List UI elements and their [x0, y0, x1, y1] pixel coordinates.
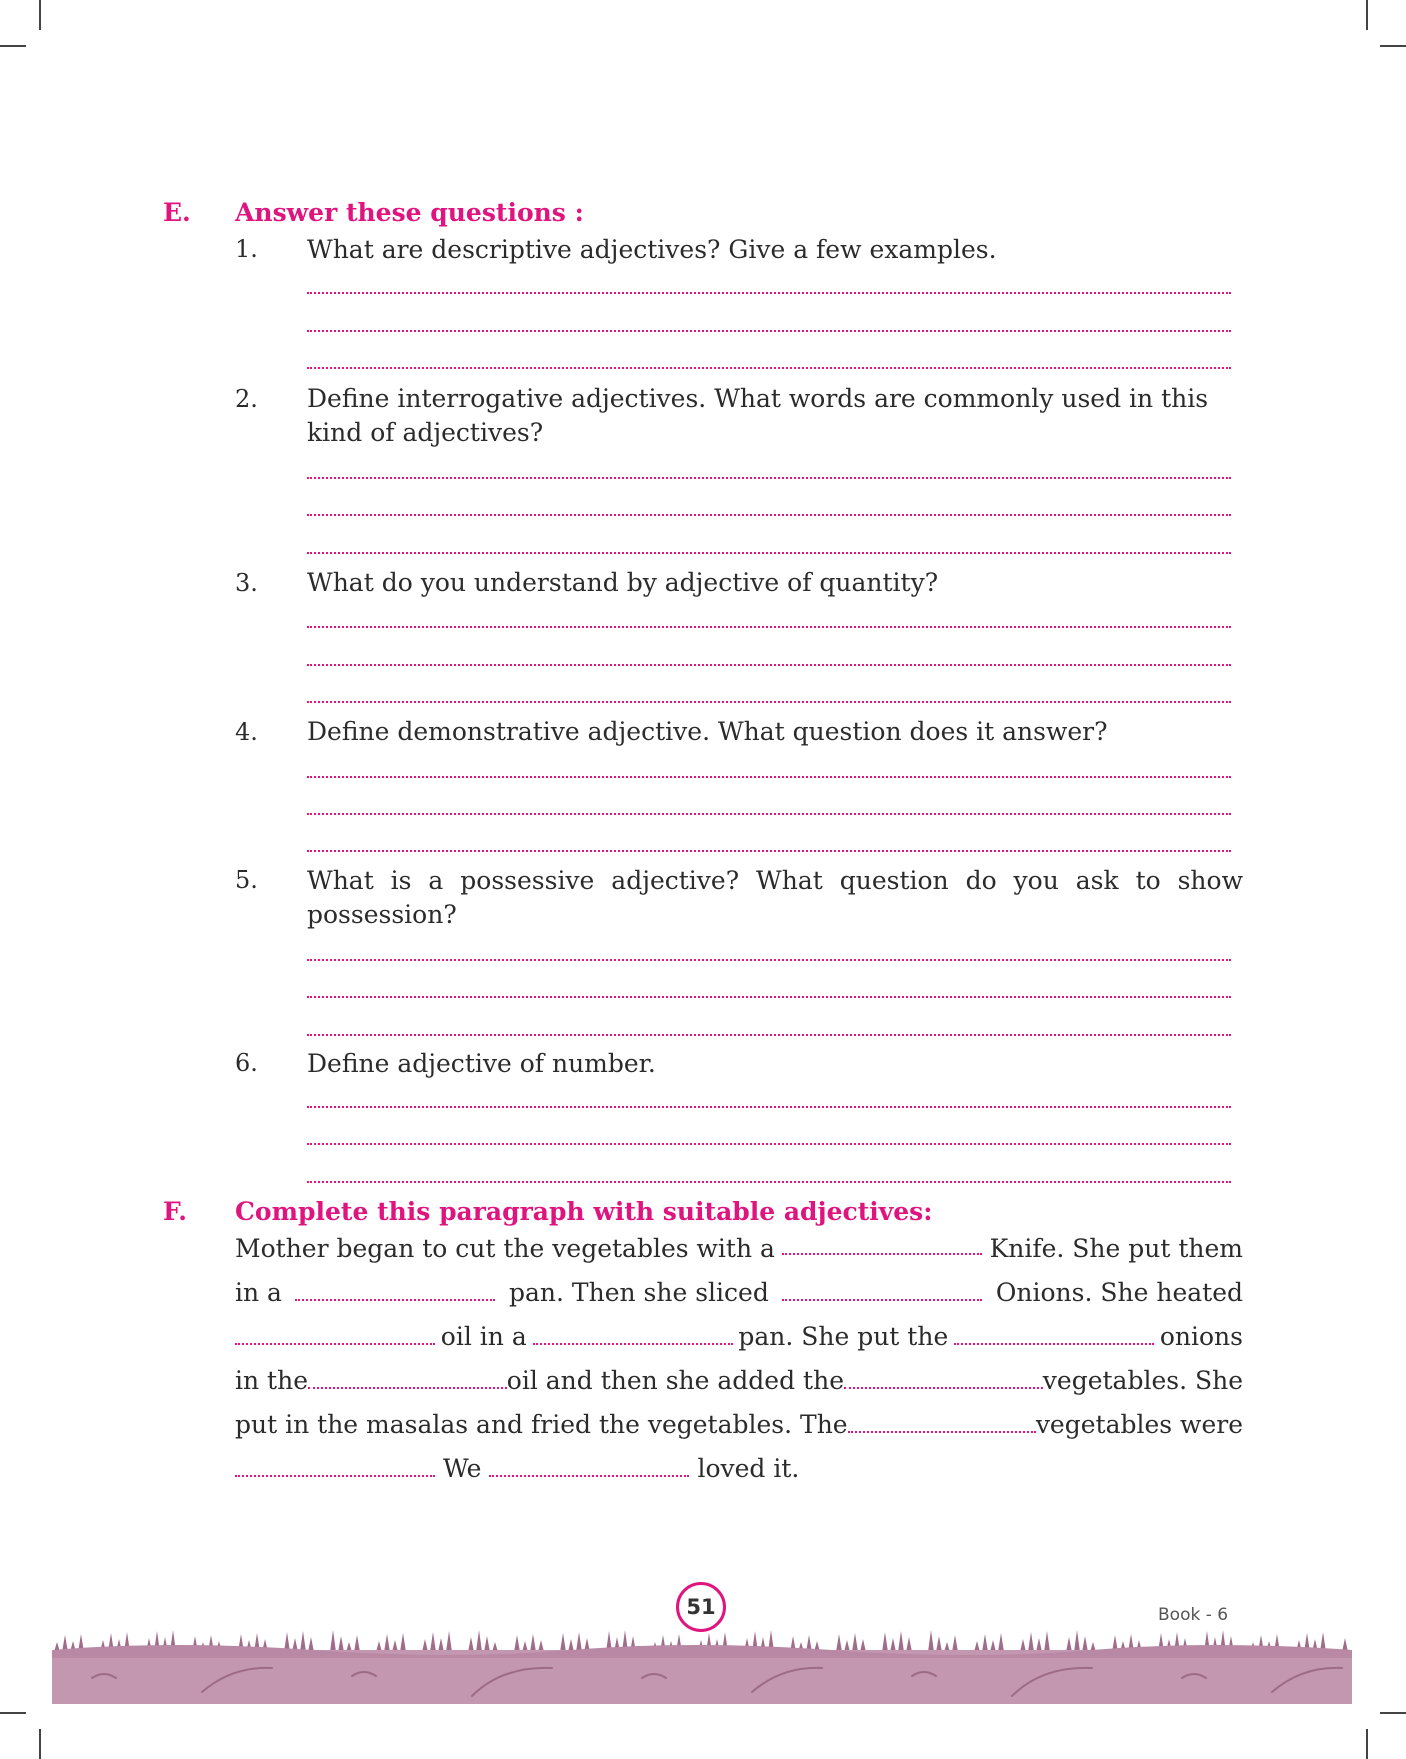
tree-silhouette [952, 1635, 958, 1652]
tree-silhouette [1044, 1631, 1050, 1652]
answer-line[interactable] [307, 850, 1231, 852]
answer-line[interactable] [307, 776, 1231, 778]
tree-silhouette [1036, 1638, 1042, 1652]
blank[interactable] [954, 1343, 1154, 1345]
tree-silhouette [998, 1633, 1004, 1652]
blank[interactable] [235, 1343, 435, 1345]
tree-silhouette [384, 1634, 390, 1652]
tree-silhouette [354, 1635, 360, 1652]
tree-silhouette [1066, 1637, 1072, 1652]
section-f-letter: F. [163, 1197, 187, 1226]
question-1-number: 1. [235, 235, 258, 263]
tree-silhouette [882, 1632, 888, 1652]
paragraph-line [235, 1359, 1243, 1403]
paragraph-text: oil and then she added the [506, 1366, 844, 1395]
question-5-text: What is a possessive adjective? What question do you ask to show possession? [307, 866, 1243, 929]
paragraph-line [235, 1403, 1243, 1447]
tree-silhouette [1074, 1630, 1080, 1652]
blank[interactable] [844, 1387, 1043, 1389]
tree-silhouette [890, 1638, 896, 1652]
answer-line[interactable] [307, 477, 1231, 479]
answer-line[interactable] [307, 1181, 1231, 1183]
tree-silhouette [898, 1631, 904, 1652]
answer-line[interactable] [307, 626, 1231, 628]
paragraph-line [235, 1315, 1243, 1359]
paragraph-text: loved it. [697, 1454, 800, 1483]
question-6-text: Define adjective of number. [307, 1049, 656, 1078]
tree-silhouette [928, 1630, 934, 1652]
tree-silhouette [308, 1637, 314, 1652]
blank[interactable] [848, 1431, 1036, 1433]
section-e-letter: E. [163, 198, 191, 227]
answer-line[interactable] [307, 701, 1231, 703]
paragraph-text: We [443, 1454, 482, 1483]
answer-line[interactable] [307, 996, 1231, 998]
answer-line[interactable] [307, 1034, 1231, 1036]
tree-silhouette [514, 1635, 520, 1652]
tree-silhouette [438, 1638, 444, 1652]
paragraph-text: pan. Then she sliced [509, 1278, 769, 1307]
tree-silhouette [982, 1634, 988, 1652]
book-label: Book - 6 [1158, 1605, 1229, 1625]
answer-line[interactable] [307, 664, 1231, 666]
tree-silhouette [300, 1631, 306, 1652]
question-1-text: What are descriptive adjectives? Give a few examples. [307, 235, 997, 264]
tree-silhouette [936, 1636, 942, 1652]
tree-silhouette [446, 1631, 452, 1652]
paragraph-text: Onions. She heated [995, 1278, 1243, 1307]
tree-silhouette [576, 1632, 582, 1652]
paragraph-text: put in the masalas and fried the vegetables. The [235, 1410, 848, 1439]
blank[interactable] [489, 1475, 689, 1477]
answer-line[interactable] [307, 959, 1231, 961]
question-5-number: 5. [235, 866, 258, 894]
paragraph-text: Knife. She put them [989, 1234, 1243, 1263]
answer-line[interactable] [307, 367, 1231, 369]
question-3-text: What do you understand by adjective of quantity? [307, 568, 939, 597]
answer-line[interactable] [307, 552, 1231, 554]
paragraph-text: in a [235, 1278, 282, 1307]
tree-silhouette [430, 1632, 436, 1652]
question-4-text: Define demonstrative adjective. What question does it answer? [307, 717, 1108, 746]
tree-silhouette [338, 1636, 344, 1652]
question-2-text: Define interrogative adjectives. What words are commonly used in this kind of adjectives? [307, 384, 1209, 447]
page-number-badge: 51 [676, 1582, 726, 1632]
answer-line[interactable] [307, 292, 1231, 294]
answer-line[interactable] [307, 1143, 1231, 1145]
blank[interactable] [235, 1475, 435, 1477]
paragraph-text: in the [235, 1366, 308, 1395]
tree-silhouette [530, 1634, 536, 1652]
tree-silhouette [400, 1633, 406, 1652]
paragraph-text: Mother began to cut the vegetables with a [235, 1234, 775, 1263]
paragraph-text: oil in a [440, 1322, 527, 1351]
question-4-number: 4. [235, 718, 258, 746]
blank[interactable] [782, 1299, 982, 1301]
paragraph-text: vegetables were [1035, 1410, 1243, 1439]
blank[interactable] [308, 1387, 507, 1389]
crop-mark [1380, 45, 1406, 47]
tree-silhouette [560, 1633, 566, 1652]
crop-mark [0, 1712, 26, 1714]
answer-line[interactable] [307, 330, 1231, 332]
answer-line[interactable] [307, 813, 1231, 815]
blank[interactable] [295, 1299, 495, 1301]
question-3-number: 3. [235, 569, 258, 597]
crop-mark [1380, 1712, 1406, 1714]
tree-silhouette [906, 1637, 912, 1652]
blank[interactable] [782, 1253, 982, 1255]
answer-line[interactable] [307, 514, 1231, 516]
tree-silhouette [468, 1637, 474, 1652]
crop-mark [1366, 1729, 1368, 1759]
tree-silhouette [1082, 1636, 1088, 1652]
crop-mark [0, 45, 26, 47]
fill-in-paragraph [235, 1227, 1243, 1491]
answer-line[interactable] [307, 1106, 1231, 1108]
paragraph-line [235, 1447, 1243, 1491]
question-2-number: 2. [235, 385, 258, 413]
paragraph-text: vegetables. She [1042, 1366, 1243, 1395]
paragraph-line [235, 1227, 1243, 1271]
tree-silhouette [836, 1634, 842, 1652]
tree-silhouette [852, 1633, 858, 1652]
paragraph-text: pan. She put the [738, 1322, 949, 1351]
crop-mark [1366, 0, 1368, 30]
crop-mark [39, 1729, 41, 1759]
section-e-title: Answer these questions : [235, 198, 584, 227]
paragraph-text: onions [1159, 1322, 1243, 1351]
tree-silhouette [330, 1630, 336, 1652]
tree-silhouette [484, 1636, 490, 1652]
section-f-title: Complete this paragraph with suitable adjectives: [235, 1197, 933, 1226]
tree-silhouette [476, 1630, 482, 1652]
blank[interactable] [533, 1343, 733, 1345]
question-6-number: 6. [235, 1049, 258, 1077]
paragraph-line [235, 1271, 1243, 1315]
crop-mark [39, 0, 41, 30]
tree-silhouette [1028, 1632, 1034, 1652]
